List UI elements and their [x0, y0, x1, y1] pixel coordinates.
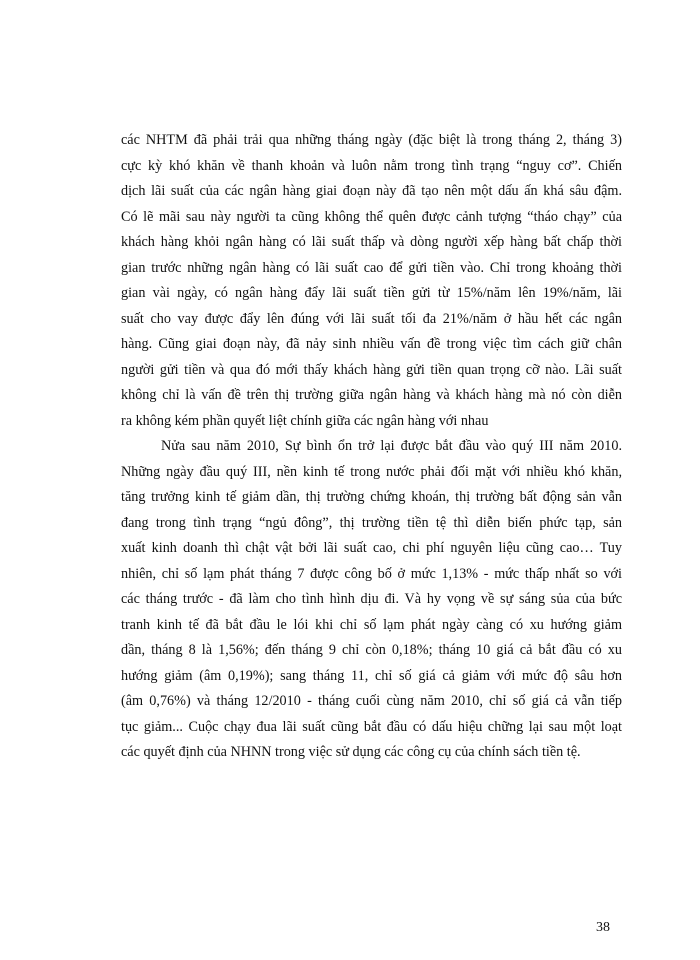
text-line: không chỉ là vấn đề trên thị trường giữa ngân hàng và khách hàng mà nó còn diễn [121, 387, 622, 403]
text-line: Những ngày đầu quý III, nền kinh tế trong nước phải đối mặt với nhiều khó khăn, [121, 463, 622, 480]
paragraph-2 [121, 434, 622, 766]
text-line: gian trước những ngân hàng có lãi suất cao để gửi tiền vào. Chỉ trong khoảng thời [121, 259, 622, 276]
text-line: dần, tháng 8 là 1,56%; đến tháng 9 chỉ còn 0,18%; tháng 10 giá cả bắt đầu có xu [121, 642, 622, 658]
paragraph-1 [121, 128, 622, 434]
text-line: hướng giảm (âm 0,19%); sang tháng 11, chỉ số giá cả giảm với mức độ sâu hơn [121, 667, 622, 684]
text-line: tranh kinh tế đã bắt đầu le lói khi chỉ số lạm phát ngày càng có xu hướng giảm [121, 616, 622, 633]
text-line: cực kỳ khó khăn về thanh khoản và luôn nằm trong tình trạng “nguy cơ”. Chiến [121, 157, 622, 174]
text-line: hàng. Cũng giai đoạn này, đã nảy sinh nhiều vấn đề trong việc tìm cách giữ chân [121, 336, 622, 352]
page-number: 38 [596, 920, 610, 935]
text-line: gian vài ngày, có ngân hàng đẩy lãi suất tiền gửi từ 15%/năm lên 19%/năm, lãi [121, 285, 622, 301]
text-line: Nửa sau năm 2010, Sự bình ổn trở lại được bắt đầu vào quý III năm 2010. [161, 438, 622, 454]
text-line: đang trong tình trạng “ngủ đông”, thị trường tiền tệ thì diễn biến phức tạp, sản [121, 514, 622, 531]
text-line: các quyết định của NHNN trong việc sử dụng các công cụ của chính sách tiền tệ. [121, 744, 581, 760]
text-line: khách hàng khỏi ngân hàng có lãi suất thấp và dòng người xếp hàng bất chấp thời [121, 234, 622, 250]
text-line: các NHTM đã phải trải qua những tháng ngày (đặc biệt là trong tháng 2, tháng 3) [121, 132, 622, 148]
text-line: dịch lãi suất của các ngân hàng giai đoạn này đã tạo nên một dấu ấn khá sâu đậm. [121, 183, 622, 199]
text-line: suất cho vay được đẩy lên đúng với lãi suất tối đa 21%/năm ở hầu hết các ngân [121, 310, 622, 327]
text-line: người gửi tiền và qua đó mới thấy khách hàng gửi tiền quan trọng cỡ nào. Lãi suất [121, 361, 622, 378]
text-line: xuất kinh doanh thì chật vật bởi lãi suất cao, chi phí nguyên liệu cũng cao… Tuy [121, 540, 622, 556]
text-line: các tháng trước - đã làm cho tình hình dịu đi. Và hy vọng về sự sáng sủa của bức [121, 591, 622, 607]
text-line: Có lẽ mãi sau này người ta cũng không thể quên được cảnh tượng “tháo chạy” của [121, 208, 622, 225]
text-line: tăng trưởng kinh tế giảm dần, thị trường chứng khoán, thị trường bất động sản vẫn [121, 489, 622, 505]
text-line: ra không kém phần quyết liệt chính giữa các ngân hàng với nhau [121, 412, 489, 429]
text-line: (âm 0,76%) và tháng 12/2010 - tháng cuối cùng năm 2010, chỉ số giá cả vẫn tiếp [121, 693, 622, 709]
body-text [121, 128, 622, 766]
text-line: tục giảm... Cuộc chạy đua lãi suất cũng bắt đầu có dấu hiệu chững lại sau một loạt [121, 718, 622, 735]
text-line: nhiên, chỉ số lạm phát tháng 7 được công bố ở mức 1,13% - mức thấp nhất so với [121, 565, 622, 582]
